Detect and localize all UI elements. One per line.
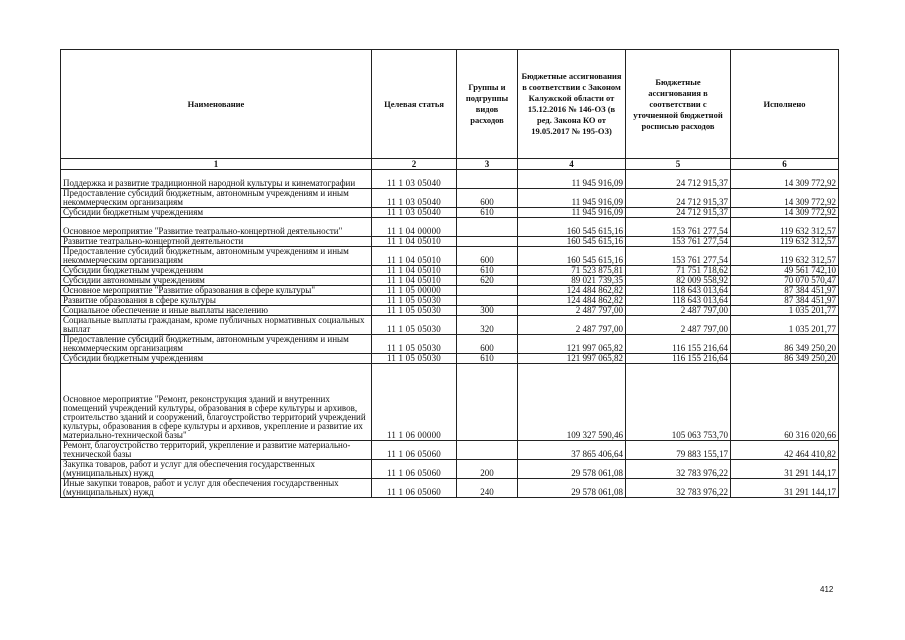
table-row: [61, 208, 839, 218]
row-executed-amount: 86 349 250,20: [731, 354, 839, 364]
table-row: [61, 441, 839, 460]
row-refined-amount: 24 712 915,37: [626, 170, 731, 189]
row-executed-amount: 86 349 250,20: [731, 335, 839, 354]
header-row: [61, 50, 839, 159]
row-name: Предоставление субсидий бюджетным, автономным учреждениям и иным некоммерческим организациям: [61, 189, 372, 208]
row-target-article: 11 1 04 00000: [372, 218, 457, 237]
row-name: Субсидии бюджетным учреждениям: [61, 266, 372, 276]
row-target-article: 11 1 05 05030: [372, 335, 457, 354]
row-name: Субсидии автономным учреждениям: [61, 276, 372, 286]
row-expense-group: 600: [457, 335, 518, 354]
row-executed-amount: 119 632 312,57: [731, 237, 839, 247]
row-refined-amount: 82 009 558,92: [626, 276, 731, 286]
row-law-amount: 2 487 797,00: [518, 316, 626, 335]
row-target-article: 11 1 03 05040: [372, 208, 457, 218]
row-law-amount: 160 545 615,16: [518, 247, 626, 266]
table-row: [61, 296, 839, 306]
row-law-amount: 29 578 061,08: [518, 479, 626, 498]
row-target-article: 11 1 06 05060: [372, 460, 457, 479]
row-refined-amount: 153 761 277,54: [626, 247, 731, 266]
row-law-amount: 11 945 916,09: [518, 208, 626, 218]
row-law-amount: 160 545 615,16: [518, 218, 626, 237]
row-refined-amount: 2 487 797,00: [626, 306, 731, 316]
row-law-amount: 109 327 590,46: [518, 364, 626, 441]
table-body: [61, 170, 839, 498]
table-row: [61, 247, 839, 266]
row-executed-amount: 42 464 410,82: [731, 441, 839, 460]
row-name: Основное мероприятие "Развитие театрально-концертной деятельности": [61, 218, 372, 237]
row-law-amount: 124 484 862,82: [518, 296, 626, 306]
row-expense-group: [457, 441, 518, 460]
row-name: Основное мероприятие "Ремонт, реконструкция зданий и внутренних помещений учреждений культуры, образования в сфере культуры и архивов, строительство зданий и сооружений, благоустройство территорий учреждений культуры, образования в сфере культуры и архивов, укрепление и развитие их материально-технической базы": [61, 364, 372, 441]
table-row: [61, 218, 839, 237]
row-expense-group: [457, 218, 518, 237]
row-name: Закупка товаров, работ и услуг для обеспечения государственных (муниципальных) нужд: [61, 460, 372, 479]
row-refined-amount: 118 643 013,64: [626, 296, 731, 306]
header-refined-allocations: Бюджетные ассигнования в соответствии с уточненной бюджетной росписью расходов: [626, 50, 731, 159]
row-executed-amount: 1 035 201,77: [731, 306, 839, 316]
row-target-article: 11 1 06 00000: [372, 364, 457, 441]
row-expense-group: [457, 286, 518, 296]
row-law-amount: 29 578 061,08: [518, 460, 626, 479]
table-row: [61, 354, 839, 364]
column-number: 5: [626, 159, 731, 170]
table-row: [61, 276, 839, 286]
row-refined-amount: 2 487 797,00: [626, 316, 731, 335]
row-target-article: 11 1 04 05010: [372, 237, 457, 247]
column-number: 2: [372, 159, 457, 170]
row-name: Ремонт, благоустройство территорий, укрепление и развитие материально-технической базы: [61, 441, 372, 460]
row-expense-group: 610: [457, 266, 518, 276]
row-name: Предоставление субсидий бюджетным, автономным учреждениям и иным некоммерческим организациям: [61, 247, 372, 266]
row-expense-group: [457, 296, 518, 306]
table-row: [61, 364, 839, 441]
row-target-article: 11 1 05 05030: [372, 306, 457, 316]
row-law-amount: 2 487 797,00: [518, 306, 626, 316]
row-law-amount: 37 865 406,64: [518, 441, 626, 460]
row-executed-amount: 70 070 570,47: [731, 276, 839, 286]
row-expense-group: 320: [457, 316, 518, 335]
row-executed-amount: 49 561 742,10: [731, 266, 839, 276]
row-expense-group: 240: [457, 479, 518, 498]
row-name: Развитие театрально-концертной деятельности: [61, 237, 372, 247]
row-target-article: 11 1 05 05030: [372, 354, 457, 364]
row-expense-group: [457, 364, 518, 441]
table-row: [61, 335, 839, 354]
row-target-article: 11 1 03 05040: [372, 189, 457, 208]
row-expense-group: 300: [457, 306, 518, 316]
row-law-amount: 89 021 739,35: [518, 276, 626, 286]
table-row: [61, 189, 839, 208]
row-refined-amount: 116 155 216,64: [626, 354, 731, 364]
column-number: 4: [518, 159, 626, 170]
header-executed: Исполнено: [731, 50, 839, 159]
row-target-article: 11 1 03 05040: [372, 170, 457, 189]
row-name: Субсидии бюджетным учреждениям: [61, 208, 372, 218]
row-executed-amount: 60 316 020,66: [731, 364, 839, 441]
row-name: Социальное обеспечение и иные выплаты населению: [61, 306, 372, 316]
table-row: [61, 266, 839, 276]
header-expense-groups: Группы и подгруппы видов расходов: [457, 50, 518, 159]
row-target-article: 11 1 04 05010: [372, 276, 457, 286]
row-expense-group: 620: [457, 276, 518, 286]
row-expense-group: [457, 237, 518, 247]
table-row: [61, 237, 839, 247]
column-number: 1: [61, 159, 372, 170]
row-law-amount: 121 997 065,82: [518, 354, 626, 364]
row-expense-group: 610: [457, 354, 518, 364]
row-name: Субсидии бюджетным учреждениям: [61, 354, 372, 364]
table-row: [61, 170, 839, 189]
table-row: [61, 479, 839, 498]
row-refined-amount: 116 155 216,64: [626, 335, 731, 354]
row-target-article: 11 1 06 05060: [372, 479, 457, 498]
row-name: Основное мероприятие "Развитие образования в сфере культуры": [61, 286, 372, 296]
row-law-amount: 11 945 916,09: [518, 189, 626, 208]
row-executed-amount: 14 309 772,92: [731, 208, 839, 218]
row-refined-amount: 153 761 277,54: [626, 237, 731, 247]
row-target-article: 11 1 04 05010: [372, 247, 457, 266]
table-row: [61, 316, 839, 335]
row-refined-amount: 153 761 277,54: [626, 218, 731, 237]
table-row: [61, 460, 839, 479]
row-name: Иные закупки товаров, работ и услуг для обеспечения государственных (муниципальных) нужд: [61, 479, 372, 498]
row-executed-amount: 87 384 451,97: [731, 286, 839, 296]
row-target-article: 11 1 05 05030: [372, 296, 457, 306]
row-refined-amount: 24 712 915,37: [626, 208, 731, 218]
row-executed-amount: 31 291 144,17: [731, 479, 839, 498]
row-name: Социальные выплаты гражданам, кроме публичных нормативных социальных выплат: [61, 316, 372, 335]
row-executed-amount: 31 291 144,17: [731, 460, 839, 479]
row-executed-amount: 87 384 451,97: [731, 296, 839, 306]
table-header: [61, 50, 839, 170]
row-target-article: 11 1 06 05060: [372, 441, 457, 460]
row-refined-amount: 32 783 976,22: [626, 460, 731, 479]
header-target-article: Целевая статья: [372, 50, 457, 159]
row-refined-amount: 24 712 915,37: [626, 189, 731, 208]
row-executed-amount: 14 309 772,92: [731, 170, 839, 189]
row-executed-amount: 1 035 201,77: [731, 316, 839, 335]
row-refined-amount: 32 783 976,22: [626, 479, 731, 498]
row-law-amount: 124 484 862,82: [518, 286, 626, 296]
row-refined-amount: 71 751 718,62: [626, 266, 731, 276]
row-expense-group: 600: [457, 247, 518, 266]
row-refined-amount: 118 643 013,64: [626, 286, 731, 296]
row-expense-group: [457, 170, 518, 189]
column-number: 6: [731, 159, 839, 170]
table-row: [61, 306, 839, 316]
row-name: Развитие образования в сфере культуры: [61, 296, 372, 306]
row-expense-group: 200: [457, 460, 518, 479]
header-law-allocations: Бюджетные ассигнования в соответствии с Законом Калужской области от 15.12.2016 № 146-ОЗ (в ред. Закона КО от 19.05.2017 № 195-ОЗ): [518, 50, 626, 159]
header-name: Наименование: [61, 50, 372, 159]
row-executed-amount: 119 632 312,57: [731, 218, 839, 237]
column-number: 3: [457, 159, 518, 170]
page-number: 412: [820, 585, 834, 594]
row-name: Поддержка и развитие традиционной народной культуры и кинематографии: [61, 170, 372, 189]
table-row: [61, 286, 839, 296]
row-target-article: 11 1 04 05010: [372, 266, 457, 276]
row-target-article: 11 1 05 05030: [372, 316, 457, 335]
row-refined-amount: 105 063 753,70: [626, 364, 731, 441]
row-law-amount: 160 545 615,16: [518, 237, 626, 247]
row-executed-amount: 14 309 772,92: [731, 189, 839, 208]
row-executed-amount: 119 632 312,57: [731, 247, 839, 266]
row-target-article: 11 1 05 00000: [372, 286, 457, 296]
row-expense-group: 610: [457, 208, 518, 218]
row-expense-group: 600: [457, 189, 518, 208]
row-refined-amount: 79 883 155,17: [626, 441, 731, 460]
row-law-amount: 11 945 916,09: [518, 170, 626, 189]
row-name: Предоставление субсидий бюджетным, автономным учреждениям и иным некоммерческим организациям: [61, 335, 372, 354]
row-law-amount: 71 523 875,81: [518, 266, 626, 276]
column-number-row: [61, 159, 839, 170]
budget-table: [60, 49, 839, 498]
row-law-amount: 121 997 065,82: [518, 335, 626, 354]
